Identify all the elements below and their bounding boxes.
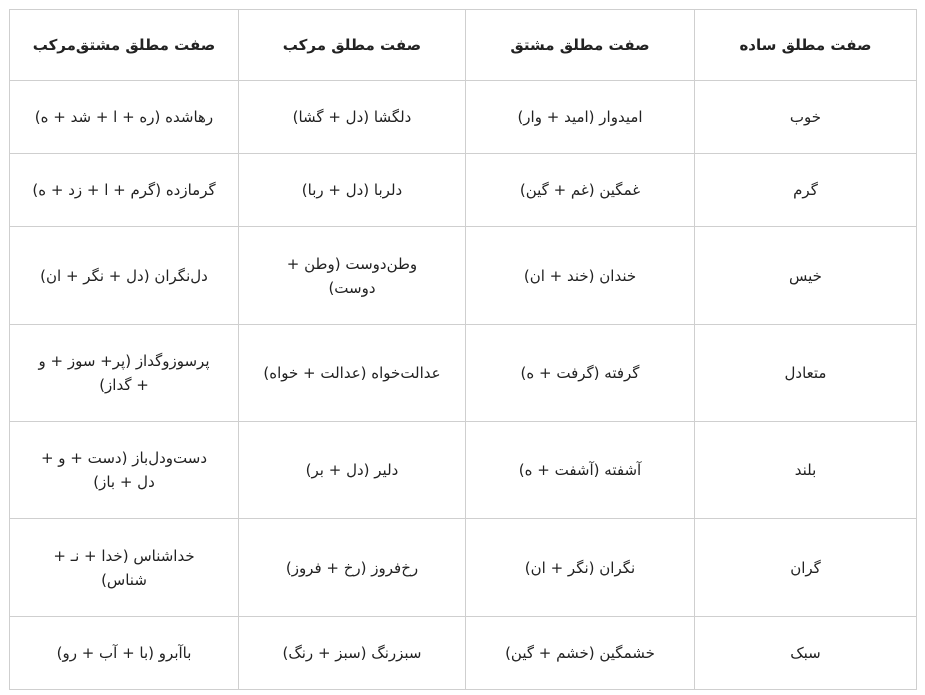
table-cell: آشفته (آشفت + ه)	[466, 422, 695, 519]
table-cell: خیس	[695, 227, 917, 325]
table-cell: وطن‌دوست (وطن + دوست)	[239, 227, 466, 325]
table-row	[10, 617, 917, 690]
table-cell: نگران (نگر + ان)	[466, 519, 695, 617]
table-cell: دلربا (دل + ربا)	[239, 154, 466, 227]
table-cell: باآبرو (با + آب + رو)	[10, 617, 239, 690]
table-row	[10, 227, 917, 325]
table-cell: عدالت‌خواه (عدالت + خواه)	[239, 325, 466, 422]
table-header-row	[10, 10, 917, 81]
adjective-table	[9, 9, 917, 690]
table-row	[10, 519, 917, 617]
table-row	[10, 81, 917, 154]
table-cell: سبک	[695, 617, 917, 690]
header-derived-absolute-adjective: صفت مطلق مشتق	[466, 10, 695, 81]
table-cell: پرسوزوگداز (پر+ سوز + و + گداز)	[10, 325, 239, 422]
table-cell: دلگشا (دل + گشا)	[239, 81, 466, 154]
table-cell: دست‌ودل‌باز (دست + و + دل + باز)	[10, 422, 239, 519]
table-cell: گرمازده (گرم + ا + زد + ه)	[10, 154, 239, 227]
header-compound-absolute-adjective: صفت مطلق مرکب	[239, 10, 466, 81]
table-cell: سبزرنگ (سبز + رنگ)	[239, 617, 466, 690]
table-cell: خوب	[695, 81, 917, 154]
table-cell: خداشناس (خدا + نـ + شناس)	[10, 519, 239, 617]
table-row	[10, 154, 917, 227]
header-simple-absolute-adjective: صفت مطلق ساده	[695, 10, 917, 81]
table-cell: غمگین (غم + گین)	[466, 154, 695, 227]
table-row	[10, 325, 917, 422]
adjective-table-container	[9, 9, 916, 690]
table-cell: بلند	[695, 422, 917, 519]
table-cell: گران	[695, 519, 917, 617]
table-cell: گرم	[695, 154, 917, 227]
table-cell: دل‌نگران (دل + نگر + ان)	[10, 227, 239, 325]
table-cell: دلیر (دل + بر)	[239, 422, 466, 519]
table-cell: خندان (خند + ان)	[466, 227, 695, 325]
table-cell: رخ‌فروز (رخ + فروز)	[239, 519, 466, 617]
table-row	[10, 422, 917, 519]
header-derived-compound-absolute-adjective: صفت مطلق مشتق‌مرکب	[10, 10, 239, 81]
table-cell: گرفته (گرفت + ه)	[466, 325, 695, 422]
table-cell: خشمگین (خشم + گین)	[466, 617, 695, 690]
table-cell: امیدوار (امید + وار)	[466, 81, 695, 154]
table-cell: متعادل	[695, 325, 917, 422]
table-cell: رهاشده (ره + ا + شد + ه)	[10, 81, 239, 154]
